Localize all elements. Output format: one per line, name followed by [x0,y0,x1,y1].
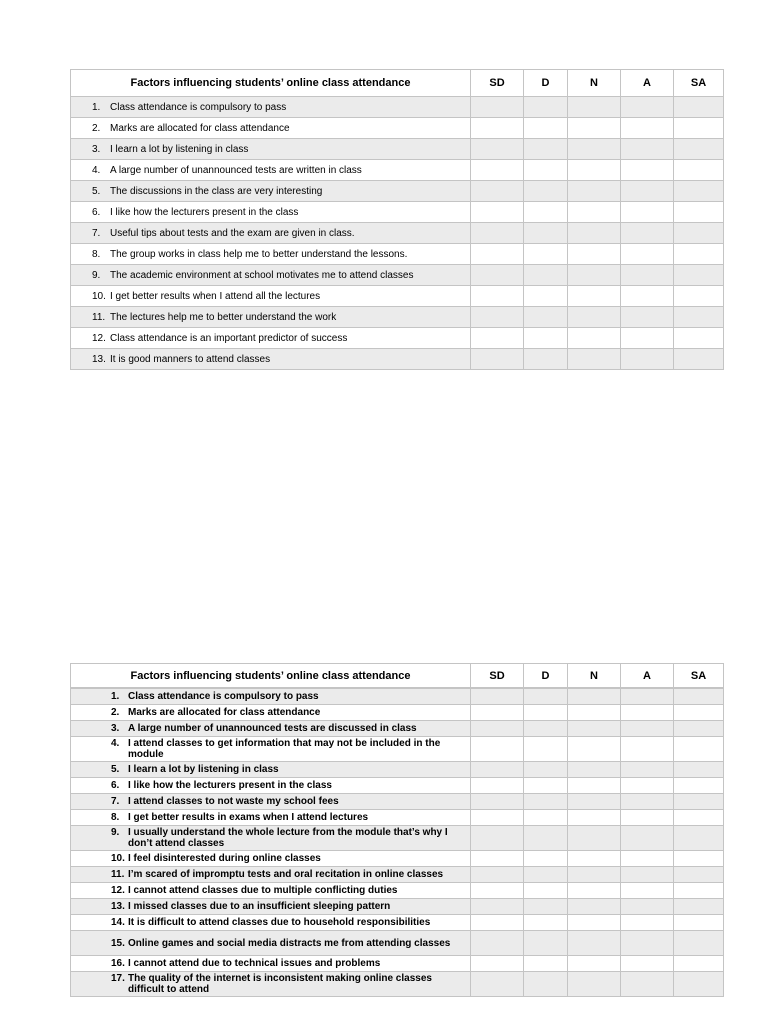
sa-rating-cell[interactable] [674,97,724,118]
statement-text: Marks are allocated for class attendance [110,122,290,134]
n-rating-cell[interactable] [568,883,621,899]
item-number: 5. [111,764,120,775]
statement-text: It is difficult to attend classes due to household responsibilities [128,917,431,928]
a-rating-cell[interactable] [621,328,674,349]
a-rating-cell[interactable] [621,883,674,899]
statement-cell [71,328,471,349]
n-rating-cell[interactable] [568,160,621,181]
item-number: 10. [111,853,125,864]
table-row [71,139,724,160]
sa-rating-cell[interactable] [674,972,724,997]
statement-cell [71,688,471,705]
n-rating-cell[interactable] [568,307,621,328]
a-rating-cell[interactable] [621,139,674,160]
statement-cell [71,794,471,810]
n-rating-cell[interactable] [568,762,621,778]
sd-rating-cell[interactable] [471,97,524,118]
n-rating-cell[interactable] [568,778,621,794]
statement-text: The discussions in the class are very interesting [110,185,323,197]
a-rating-cell[interactable] [621,867,674,883]
item-number: 3. [111,723,120,734]
sa-column-header: SA [674,664,724,689]
n-rating-cell[interactable] [568,737,621,762]
a-rating-cell[interactable] [621,286,674,307]
sa-rating-cell[interactable] [674,721,724,737]
table-row [71,705,724,721]
n-rating-cell[interactable] [568,328,621,349]
d-column-header: D [524,70,568,97]
a-rating-cell[interactable] [621,794,674,810]
item-number: 11. [111,869,125,880]
table-row [71,899,724,915]
a-rating-cell[interactable] [621,931,674,956]
table-row [71,181,724,202]
sd-rating-cell[interactable] [471,160,524,181]
statement-cell [71,349,471,370]
d-rating-cell[interactable] [524,139,568,160]
n-rating-cell[interactable] [568,899,621,915]
item-number: 2. [111,707,120,718]
a-rating-cell[interactable] [621,688,674,705]
sd-rating-cell[interactable] [471,705,524,721]
n-rating-cell[interactable] [568,794,621,810]
statement-cell [71,810,471,826]
d-column-header: D [524,664,568,689]
table-row [71,244,724,265]
sd-rating-cell[interactable] [471,223,524,244]
statement-cell [71,762,471,778]
statement-text: I feel disinterested during online classes [128,853,321,864]
a-rating-cell[interactable] [621,762,674,778]
n-rating-cell[interactable] [568,851,621,867]
d-rating-cell[interactable] [524,899,568,915]
a-rating-cell[interactable] [621,160,674,181]
item-number: 2. [92,122,101,134]
sa-rating-cell[interactable] [674,307,724,328]
item-number: 4. [92,164,101,176]
a-rating-cell[interactable] [621,349,674,370]
d-rating-cell[interactable] [524,307,568,328]
d-rating-cell[interactable] [524,762,568,778]
item-number: 6. [92,206,101,218]
sa-rating-cell[interactable] [674,931,724,956]
item-number: 1. [92,101,101,113]
table-row [71,915,724,931]
table-row [71,851,724,867]
statement-text: A large number of unannounced tests are written in class [110,164,362,176]
a-rating-cell[interactable] [621,826,674,851]
sa-rating-cell[interactable] [674,851,724,867]
statement-cell [71,307,471,328]
sa-rating-cell[interactable] [674,223,724,244]
sd-column-header: SD [471,664,524,689]
a-rating-cell[interactable] [621,972,674,997]
statement-cell [71,851,471,867]
a-rating-cell[interactable] [621,223,674,244]
statement-text: I cannot attend due to technical issues and problems [128,958,381,969]
table-row [71,778,724,794]
statement-cell [71,286,471,307]
statement-text: I like how the lecturers present in the class [128,780,332,791]
a-rating-cell[interactable] [621,778,674,794]
sd-rating-cell[interactable] [471,118,524,139]
a-rating-cell[interactable] [621,307,674,328]
a-rating-cell[interactable] [621,956,674,972]
table-header-row [71,70,724,97]
statement-cell [71,899,471,915]
sa-rating-cell[interactable] [674,778,724,794]
table-row [71,265,724,286]
a-rating-cell[interactable] [621,97,674,118]
a-rating-cell[interactable] [621,899,674,915]
item-number: 11. [92,311,106,323]
d-rating-cell[interactable] [524,97,568,118]
item-number: 12. [111,885,125,896]
statement-text: I usually understand the whole lecture from the module that’s why I don’t attend classes [128,827,448,849]
statement-text: I learn a lot by listening in class [128,764,279,775]
sd-rating-cell[interactable] [471,915,524,931]
statement-text: I get better results when I attend all the lectures [110,290,321,302]
sa-rating-cell[interactable] [674,160,724,181]
table-row [71,931,724,956]
d-rating-cell[interactable] [524,705,568,721]
item-number: 13. [92,353,106,365]
table-row [71,867,724,883]
a-column-header: A [621,70,674,97]
statement-cell [71,244,471,265]
sa-rating-cell[interactable] [674,181,724,202]
a-rating-cell[interactable] [621,181,674,202]
item-number: 4. [111,738,120,749]
statement-cell [71,956,471,972]
sa-rating-cell[interactable] [674,286,724,307]
n-rating-cell[interactable] [568,705,621,721]
sd-rating-cell[interactable] [471,762,524,778]
item-number: 1. [111,691,120,702]
sa-rating-cell[interactable] [674,737,724,762]
sd-rating-cell[interactable] [471,328,524,349]
item-number: 6. [111,780,120,791]
sd-rating-cell[interactable] [471,307,524,328]
table-row [71,118,724,139]
a-column-header: A [621,664,674,689]
sa-rating-cell[interactable] [674,867,724,883]
n-rating-cell[interactable] [568,244,621,265]
item-number: 7. [92,227,101,239]
n-rating-cell[interactable] [568,931,621,956]
statement-text: Marks are allocated for class attendance [128,707,321,718]
table-row [71,762,724,778]
table-header-row [71,664,724,689]
item-number: 12. [92,332,106,344]
n-rating-cell[interactable] [568,688,621,705]
statement-text: A large number of unannounced tests are discussed in class [128,723,417,734]
item-number: 7. [111,796,120,807]
table-row [71,286,724,307]
statement-cell [71,118,471,139]
d-rating-cell[interactable] [524,826,568,851]
statement-text: Class attendance is compulsory to pass [110,101,287,113]
statement-text: The quality of the internet is inconsistent making online classes difficult to attend [128,973,432,995]
n-rating-cell[interactable] [568,139,621,160]
sd-rating-cell[interactable] [471,826,524,851]
table-row [71,737,724,762]
n-rating-cell[interactable] [568,202,621,223]
sa-rating-cell[interactable] [674,328,724,349]
sa-rating-cell[interactable] [674,794,724,810]
d-rating-cell[interactable] [524,867,568,883]
sd-rating-cell[interactable] [471,810,524,826]
n-rating-cell[interactable] [568,181,621,202]
item-number: 3. [92,143,101,155]
sa-rating-cell[interactable] [674,810,724,826]
a-rating-cell[interactable] [621,851,674,867]
table-row [71,810,724,826]
item-number: 8. [92,248,101,260]
d-rating-cell[interactable] [524,286,568,307]
d-rating-cell[interactable] [524,915,568,931]
d-rating-cell[interactable] [524,737,568,762]
table-row [71,97,724,118]
item-number: 14. [111,917,125,928]
n-rating-cell[interactable] [568,915,621,931]
item-number: 8. [111,812,120,823]
item-number: 9. [111,827,120,838]
n-rating-cell[interactable] [568,810,621,826]
n-rating-cell[interactable] [568,286,621,307]
statement-cell [71,778,471,794]
n-column-header: N [568,70,621,97]
statement-text: I cannot attend classes due to multiple conflicting duties [128,885,398,896]
d-rating-cell[interactable] [524,931,568,956]
statement-text: I attend classes to not waste my school fees [128,796,339,807]
sd-rating-cell[interactable] [471,883,524,899]
sd-rating-cell[interactable] [471,794,524,810]
sd-rating-cell[interactable] [471,851,524,867]
statement-cell [71,181,471,202]
survey-table-1 [70,69,724,370]
sa-rating-cell[interactable] [674,915,724,931]
statement-text: I get better results in exams when I attend lectures [128,812,369,823]
n-rating-cell[interactable] [568,265,621,286]
statement-text: Class attendance is compulsory to pass [128,691,319,702]
n-rating-cell[interactable] [568,972,621,997]
factor-column-header: Factors influencing students’ online class attendance [71,70,471,97]
item-number: 9. [92,269,101,281]
item-number: 10. [92,290,106,302]
statement-cell [71,883,471,899]
statement-cell [71,265,471,286]
a-rating-cell[interactable] [621,737,674,762]
a-rating-cell[interactable] [621,265,674,286]
d-rating-cell[interactable] [524,778,568,794]
n-rating-cell[interactable] [568,826,621,851]
sd-rating-cell[interactable] [471,265,524,286]
table-row [71,160,724,181]
d-rating-cell[interactable] [524,721,568,737]
sa-rating-cell[interactable] [674,956,724,972]
a-rating-cell[interactable] [621,721,674,737]
sd-rating-cell[interactable] [471,244,524,265]
d-rating-cell[interactable] [524,202,568,223]
table-row [71,349,724,370]
sd-rating-cell[interactable] [471,286,524,307]
sa-rating-cell[interactable] [674,202,724,223]
sd-rating-cell[interactable] [471,972,524,997]
sd-rating-cell[interactable] [471,737,524,762]
sa-rating-cell[interactable] [674,139,724,160]
sa-rating-cell[interactable] [674,826,724,851]
a-rating-cell[interactable] [621,810,674,826]
n-rating-cell[interactable] [568,721,621,737]
d-rating-cell[interactable] [524,883,568,899]
n-rating-cell[interactable] [568,97,621,118]
statement-cell [71,705,471,721]
statement-text: Class attendance is an important predictor of success [110,332,348,344]
table-row [71,883,724,899]
sd-rating-cell[interactable] [471,899,524,915]
d-rating-cell[interactable] [524,118,568,139]
statement-cell [71,160,471,181]
table-row [71,223,724,244]
statement-text: I’m scared of impromptu tests and oral recitation in online classes [128,869,444,880]
statement-text: I attend classes to get information that may not be included in the module [128,738,441,760]
statement-cell [71,737,471,762]
sd-column-header: SD [471,70,524,97]
d-rating-cell[interactable] [524,160,568,181]
a-rating-cell[interactable] [621,202,674,223]
sd-rating-cell[interactable] [471,721,524,737]
statement-text: It is good manners to attend classes [110,353,271,365]
n-rating-cell[interactable] [568,349,621,370]
d-rating-cell[interactable] [524,972,568,997]
statement-cell [71,867,471,883]
factor-column-header: Factors influencing students’ online class attendance [71,664,471,689]
statement-cell [71,202,471,223]
table-row [71,721,724,737]
table-row [71,956,724,972]
item-number: 15. [111,937,125,949]
table-row [71,826,724,851]
d-rating-cell[interactable] [524,244,568,265]
table-row [71,972,724,997]
sd-rating-cell[interactable] [471,202,524,223]
d-rating-cell[interactable] [524,328,568,349]
item-number: 17. [111,973,125,984]
sa-rating-cell[interactable] [674,899,724,915]
n-column-header: N [568,664,621,689]
statement-text: The academic environment at school motivates me to attend classes [110,269,414,281]
item-number: 16. [111,958,125,969]
sa-rating-cell[interactable] [674,349,724,370]
statement-cell [71,931,471,956]
d-rating-cell[interactable] [524,265,568,286]
sd-rating-cell[interactable] [471,139,524,160]
statement-text: I missed classes due to an insufficient sleeping pattern [128,901,391,912]
statement-text: Online games and social media distracts me from attending classes [128,937,451,949]
statement-cell [71,223,471,244]
d-rating-cell[interactable] [524,181,568,202]
sd-rating-cell[interactable] [471,349,524,370]
sa-rating-cell[interactable] [674,705,724,721]
sa-rating-cell[interactable] [674,265,724,286]
a-rating-cell[interactable] [621,244,674,265]
table-row [71,688,724,705]
a-rating-cell[interactable] [621,705,674,721]
survey-table-2 [70,663,724,997]
n-rating-cell[interactable] [568,867,621,883]
table-row [71,307,724,328]
table-row [71,202,724,223]
statement-text: Useful tips about tests and the exam are given in class. [110,227,355,239]
statement-text: I learn a lot by listening in class [110,143,249,155]
d-rating-cell[interactable] [524,223,568,244]
table-row [71,794,724,810]
sa-rating-cell[interactable] [674,883,724,899]
a-rating-cell[interactable] [621,915,674,931]
table-row [71,328,724,349]
sa-rating-cell[interactable] [674,688,724,705]
statement-text: The lectures help me to better understand the work [110,311,337,323]
sa-column-header: SA [674,70,724,97]
statement-cell [71,972,471,997]
statement-text: The group works in class help me to better understand the lessons. [110,248,408,260]
n-rating-cell[interactable] [568,956,621,972]
d-rating-cell[interactable] [524,851,568,867]
sd-rating-cell[interactable] [471,867,524,883]
statement-cell [71,97,471,118]
d-rating-cell[interactable] [524,688,568,705]
n-rating-cell[interactable] [568,118,621,139]
statement-cell [71,139,471,160]
d-rating-cell[interactable] [524,794,568,810]
sd-rating-cell[interactable] [471,688,524,705]
d-rating-cell[interactable] [524,810,568,826]
statement-cell [71,915,471,931]
a-rating-cell[interactable] [621,118,674,139]
statement-cell [71,721,471,737]
sa-rating-cell[interactable] [674,762,724,778]
sd-rating-cell[interactable] [471,931,524,956]
sd-rating-cell[interactable] [471,956,524,972]
d-rating-cell[interactable] [524,956,568,972]
n-rating-cell[interactable] [568,223,621,244]
statement-cell [71,826,471,851]
d-rating-cell[interactable] [524,349,568,370]
item-number: 5. [92,185,101,197]
sd-rating-cell[interactable] [471,778,524,794]
sa-rating-cell[interactable] [674,244,724,265]
statement-text: I like how the lecturers present in the class [110,206,299,218]
sd-rating-cell[interactable] [471,181,524,202]
sa-rating-cell[interactable] [674,118,724,139]
item-number: 13. [111,901,125,912]
